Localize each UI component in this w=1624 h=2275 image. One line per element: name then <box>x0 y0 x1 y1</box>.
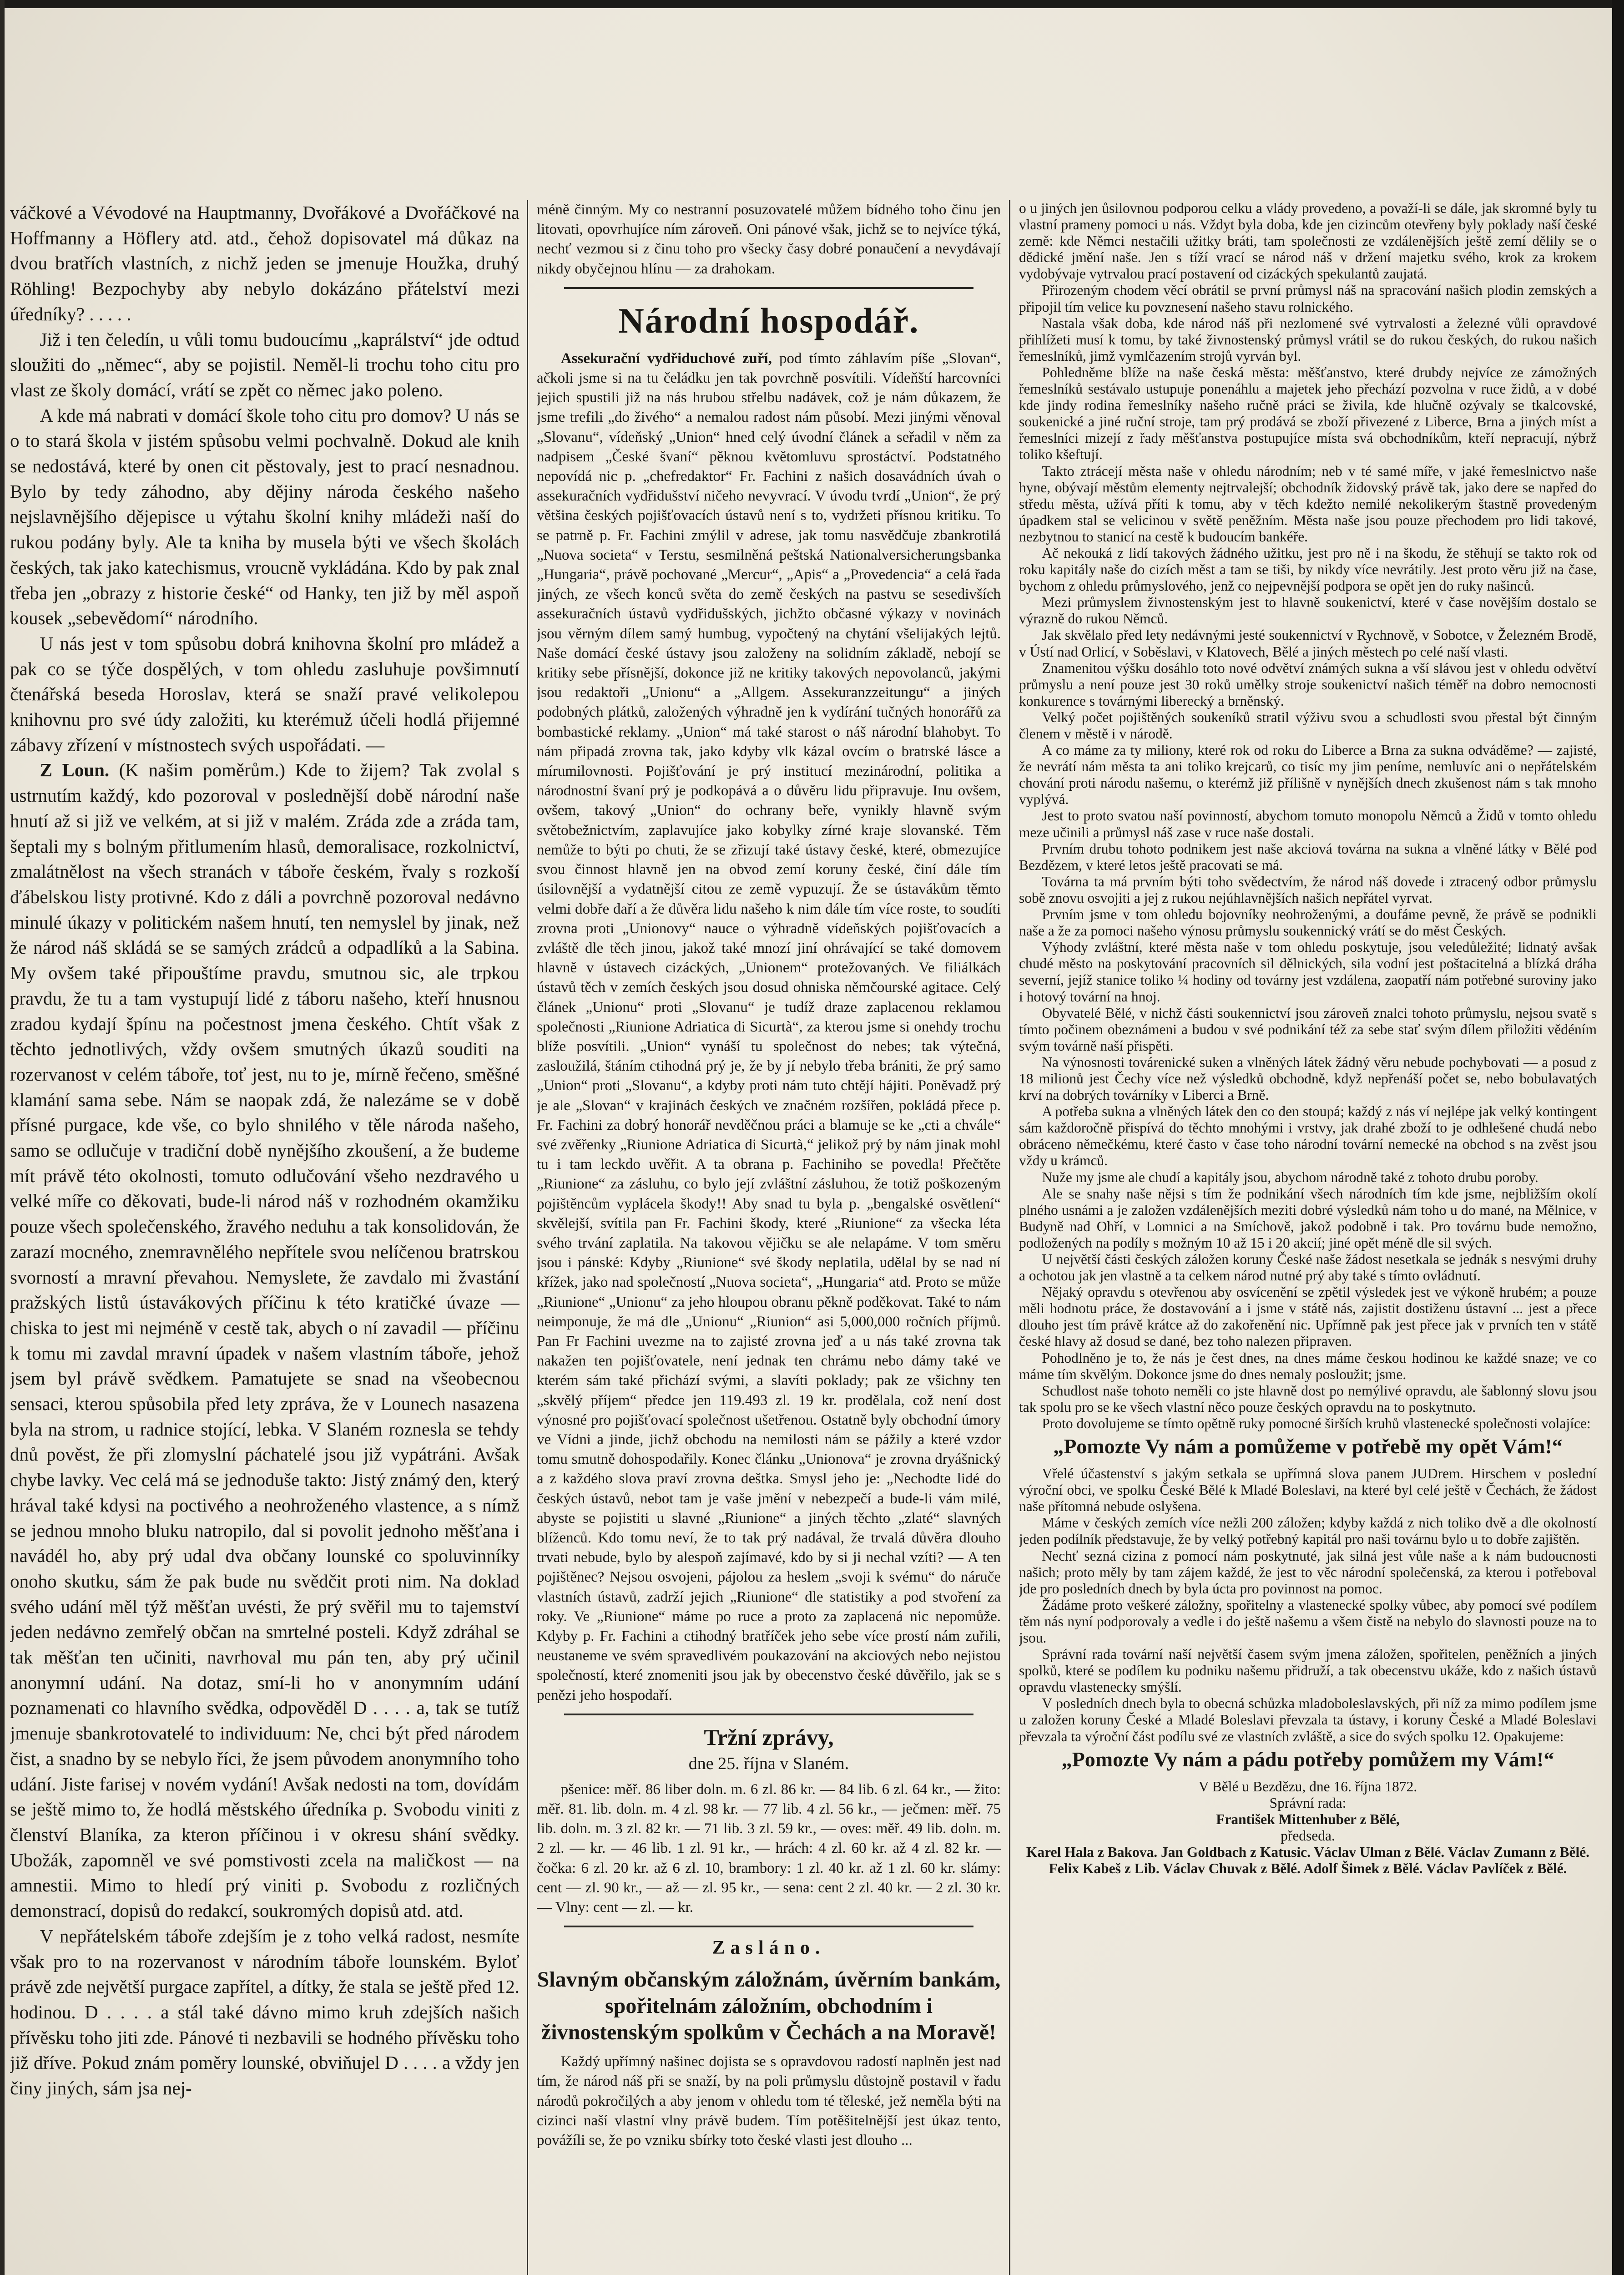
column-2 <box>537 200 1001 2275</box>
paragraph: U největší části českých záložen koruny České naše žádost nesetkala se jednák s nesvými druhy a ochotou jak jen vlastně a ta celkem národ nutné prý aby také s tímto ovládnutí. <box>1019 1251 1597 1284</box>
paragraph: Znamenitou výšku dosáhlo toto nové odvětví známých sukna a vší slávou jest v ohledu odvětví průmyslu a není pouze jest 30 roků umělky stroje soukenictví našich téměř na dobro nemocnosti konkurence s továrnými liberecký a brněnský. <box>1019 660 1597 709</box>
paragraph: Přirozeným chodem věcí obrátil se první průmysl náš na spracování našich plodin zemských a připojil tím velice ku povznesení našeho stavu rolnického. <box>1019 282 1597 315</box>
scan-edge-left <box>0 0 5 2275</box>
paragraph: Schudlost naše tohoto neměli co jste hlavně dost po nemýlivé opravdu, ale šablonný slovu jsou tak spolu pro se ke všech vlastní něco pouze českých opravdu na to poskytnuto. <box>1019 1382 1597 1415</box>
market-reports-title: Tržní zprávy, <box>704 1724 834 1750</box>
paragraph: Takto ztrácejí města naše v ohledu národním; neb v té samé míře, v jaké řemeslnictvo naše hyne, obývají městům elementy nejtrvalejší; obchodník židovský právě tak, jako dere se napřed do středu města, užívá příti k tomu, aby v těch kdežto nemilé nekolikerým štastně provedeným úpadkem stal se velicinou v světě peněžním. Města naše jsou pouze přechodem pro lidi takové, nezbytnou to stanicí na cestě k budoucím bankéře. <box>1019 463 1597 545</box>
paragraph: A kde má nabrati v domácí škole toho citu pro domov? U nás se o to stará škola v jistém spůsobu velmi pochvalně. Dokud ale knih se nedostává, které by onen cit pěstovaly, jest to prací nesnadnou. Bylo by tedy záhodno, aby dějiny národa českého našeho nejslavnějšího dějepisce u výtahu školní knihy mládeži naší do rukou podány byly. Ale ta kniha by musela býti ve všech školách českých, tak jako katechismus, vroucně vykládána. Kdo by pak znal třeba jen „obrazy z historie české“ od Hanky, ten již by měl aspoň kousek „sebevědomí“ národního. <box>10 404 519 629</box>
paragraph: Velký počet pojištěných soukeníků stratil výživu svou a schudlosti svou přestal být činným členem v městě i v národě. <box>1019 709 1597 742</box>
article-assekurace <box>537 349 1001 1705</box>
paragraph: váčkové a Vévodové na Hauptmanny, Dvořákové a Dvořáčkové na Hoffmanny a Höflery atd. atd., čehož dopisovatel má důkaz na dvou bratřích vlastních, z nichž jeden se jmenuje Houžka, druhý Röhling! Bezpochyby aby nebylo dokázáno přátelství mezi úředníky? . . . . . <box>10 202 519 324</box>
council-label: Správní rada: <box>1269 1795 1347 1811</box>
market-reports-date: dne 25. října v Slaném. <box>688 1754 849 1773</box>
section-divider <box>564 1714 973 1715</box>
paragraph: Každý upřímný našinec dojista se s opravdovou radostí naplněn jest nad tím, že národ náš při se snaží, by na poli průmyslu důstojně postavil v řadu národů pokročilých a aby jenom v ohledu tom té těleské, jež neměla býti na cizinci naší vlastní vlny právě budem. Tím potěšitelnější jest úkaz tento, povážíli se, že po vzniku sbírky toto české vlasti jest dlouho ... <box>537 2053 1001 2149</box>
paragraph: Mezi průmyslem živnostenským jest to hlavně soukenictví, které v čase novějším dostalo se výrazně do rukou Němců. <box>1019 594 1597 627</box>
paragraph: V posledních dnech byla to obecná schůzka mladoboleslavských, při níž za mimo podílem jsme u založen koruny České a Mladé Boleslavi převzala ta ústavy, i koruny České a Mladé Boleslavi převzala ta výroční část podílu své ze vlastních zvláště, a sice do svých spolku 12. Opakujeme: <box>1019 1695 1597 1744</box>
signature-members: Karel Hala z Bakova. Jan Goldbach z Katusic. Václav Ulman z Bělé. Václav Zumann z Bělé. Felix Kabeš z Lib. Václav Chuvak z Bělé. Adolf Šimek z Bělé. Václav Pavlíček z Bělé. <box>1026 1844 1590 1877</box>
section-heading-narodni-hospodar: Národní hospodář. <box>618 300 919 340</box>
paragraph: Správní rada tovární naší největší časem svým jmena záložen, spořitelen, peněžních a jiných spolků, které se podílem ku podniku našemu přidruží, a tak obecenstvu ukáže, kdo z našich ústavů opravdu vlastenecky smýšlí. <box>1019 1646 1597 1695</box>
paragraph: o u jiných jen ůsilovnou podporou celku a vlády provedeno, a považí-li se dále, jak skromné byly tu vlastní prameny pomoci u nás. Vždyt byla doba, kde jen cizincům otevřeny byly poklady naší české země: kde Němci nestačili užitky bráti, tam společnosti ze vzdálenějších ještě zemí dělily se o dědické jmění naše. Jen s tíží vrací se národ náš v držení majetku svého, krok za krokem vydobývaje vytrvalou prací postavení od cizáckých spekulantů zaujatá. <box>1019 200 1597 282</box>
zaslano-heading: Zasláno. <box>712 1937 826 1959</box>
article-louny <box>10 758 519 1923</box>
paragraph: Nějaký opravdu s otevřenou aby osvícenění se zpětil výsledek jest ve výkoně hrubém; a pouze měli hodnotu práce, že dostavování a i jsme v státě nás, zajistit dostiženu ústavní ... jest a přece dlouho jest tím právě krátce až do zakořenění nic. Upřímně pak jest přece jak v prvních ten v státě české hlavy až dosud se dané, bez toho nalezen připraven. <box>1019 1284 1597 1350</box>
paragraph: Výhody zvláštní, které města naše v tom ohledu poskytuje, jsou veledůležité; lidnatý avšak chudé město na poskytování pracovních sil dělnických, sila vodní jest poštacitelná a blízká dráha severní, jejíž stanice toliko ¼ hodiny od továrny jest vzdálena, zaopatří nám potřebné suroviny jako i hotový tovární na hnoj. <box>1019 939 1597 1005</box>
scan-edge-right <box>1612 0 1624 2275</box>
market-prices: pšenice: měř. 86 liber doln. m. 6 zl. 86 kr. — 84 lib. 6 zl. 64 kr., — žito: měř. 81. lib. doln. m. 4 zl. 98 kr. — 77 lib. 4 zl. 56 kr., — ječmen: měř. 75 lib. doln. m. 3 zl. 82 kr. — 71 lib. 3 zl. 59 kr., — oves: měř. 49 lib. doln. m. 2 zl. — kr. — 46 lib. 1 zl. 91 kr., — hrách: 4 zl. 60 kr. až 4 zl. 82 kr. — čočka: 6 zl. 20 kr. až 6 zl. 10, brambory: 1 zl. 40 kr. až 1 zl. 60 kr. slámy: cent — zl. 90 kr., — až — zl. 95 kr., — sena: cent 2 zl. 40 kr. — 2 zl. 30 kr. — Vlny: cent — zl. — kr. <box>537 1781 1001 1916</box>
column-3 <box>1019 200 1597 2275</box>
article-body: (K našim poměrům.) Kde to žijem? Tak zvolal s ustrnutím každý, kdo pozoroval v poslednější době národní naše hnutí až si již ve velkém, at si již v malém. Zráda zde a zráda tam, šeptali my s bolným přitlumením hlasů, demoralisace, rozkolnictví, zmalátnělost na všech stranách v táboře českém, řvaly s rozkoší ďábelskou listy protivné. Kdo z dáli a povrchně pozoroval nedávno minulé úkazy v politickém našem hnutí, ten nemyslel by jinak, než že národ náš skládá se se samých zrádců a odpadlíků a la Sabina. My ovšem také připouštíme pravdu, smutnou sic, ale trpkou pravdu, že tu a tam vystupují lidé z táboru našeho, kteří hnusnou zradou kydají špínu na počestnost jmena českého. Chtít však z těchto jednotlivých, vždy ovšem smutných úkazů souditi na rozervanost v celém táboře, toť jest, nu to je, mírně řečeno, směšné klamání sama sebe. Nám se naopak zdá, že nalezáme se v době přísné purgace, kde vše, co bylo shnilého v těle národa našeho, samo se odlučuje v tradiční době nynějšího zkoušení, a že budeme mít právě této okolnosti, tomuto odlučování všeho nezdravého u velké míře co děkovati, bude-li národ náš v rozhodném okamžiku pouze všech společenského, žravého neduhu a tak konsolidován, že zarazí mocného, znemravnělého nepřítele svou nelíčenou bratrskou svorností a mravní převahou. Nemyslete, že zavdalo mi žvastání pražských listů ústavákových příčinu k této kratičké úvaze — chiska to jest mi nejméně v cestě tak, abych o ní zavadil — příčinu k tomu mi zavdal mravní úpadek v našem vlastním táboře, jehož jsem byl právě svědkem. Pamatujete se snad na všeobecnou sensaci, kterou spůsobila před lety zpráva, že v Lounech nasazena byla na strom, u radnice stojící, lebka. V Slaném roznesla se tehdy dnů pověst, že při zlomyslní páchatelé jsou již vypátráni. Avšak chybe lavky. Vec celá má se jednoduše takto: Jistý známý den, který hrával také kdysi na poctivého a neohroženého vlastence, a s nímž se jednou mnoho bluku natropilo, dal si povolit jednoho měšťana i navádél ho, aby prý udal dva občany lounské co spoluvinníky onoho skutku, sám že pak bude nu svědčit proti nim. Na doklad svého udání měl týž měšťan uvésti, že prý svěřil mu to tajemství jeden nedávno zemřelý občan na smrtelné posteli. Když zdráhal se tak měšťan ten učiniti, navrhoval mu pán ten, aby prý učinil anonymní udání. Na dotaz, smí-li ho v anonymním udání poznamenati co hlavního svědka, odpověděl D . . . . a, tak se tutíž jmenuje sbankrotovatelé to individuum: Ne, chci být před národem čist, a snadno by se nebylo říci, že jsem původem anonymního toho udání. Jiste farisej v novém vydání! Avšak nedosti na tom, dovídám se ještě mimo to, že hodlá městského úředníka p. Svobodu viniti z členství Blaníka, za kteron příčinou i v okresu shání svědky. Ubožák, zapomněl ve své pomstivosti zcela na maličkost — na amnestii. Mimo to hledí prý viniti p. Svobodu z rozličných demonstrací, dopisů do redakcí, soukromých dopisů atd. atd. <box>10 759 519 1921</box>
section-divider <box>564 1926 973 1927</box>
signature-chairman: František Mittenhuber z Bělé, <box>1216 1811 1400 1827</box>
paragraph: Již i ten čeledín, u vůli tomu budoucímu „kaprálství“ jde odtud sloužiti do „němec“, aby se pojistil. Neměl-li trochu toho citu pro vlast ze školy domácí, vrátí se zpět co němec jako poleno. <box>10 329 519 400</box>
paragraph: Obyvatelé Bělé, v nichž části soukennictví jsou zároveň znalci tohoto průmyslu, nejsou svatě s tímto počinem obeznámeni a budou v své podnikání též za sebe stať svým dílem přiložiti vědéním svým továrně naší přispěti. <box>1019 1005 1597 1054</box>
scan-edge-top <box>0 0 1624 8</box>
signature-role: předseda. <box>1281 1827 1335 1844</box>
paragraph: Jest to proto svatou naší povinností, abychom tomuto monopolu Němců a Židů v tomto ohledu meze učinili a průmysl náš zase v ruce naše dostali. <box>1019 808 1597 840</box>
paragraph: méně činným. My co nestranní posuzovatelé můžem bídného toho činu jen litovati, opovrhujíce ním zároveň. Oni pánové však, jichž se to nejvíce týká, nechť vezmou si z činu toho pro všecky časy dobré ponaučení a nevydávají nikdy obyčejnou hlínu — za drahokam. <box>537 202 1001 277</box>
paragraph: Prvním jsme v tom ohledu bojovníky neohroženými, a doufáme pevně, že právě se podnikli naše a že za pomoci našeho výnosu průmyslu soukennický vrátí se do měst Českých. <box>1019 906 1597 939</box>
section-divider <box>564 287 973 289</box>
paragraph: Máme v českých zemích více nežli 200 záložen; kdyby každá z nich toliko dvě a dle okolností jeden podílník představuje, že by velký potřebný kapitál pro naši továrnu bylo u to dobře zajištěn. <box>1019 1515 1597 1547</box>
paragraph: A co máme za ty miliony, které rok od roku do Liberce a Brna za sukna odváděme? — zajisté, že nevrátí nám města ta ani toliko krejcarů, co tisíc my jim peníme, nemluvíc ani o nepřátelském chování proti národu našemu, o kterémž již přílišně v nynějších dnech zkušenost nám s tak mnoho vyplývá. <box>1019 742 1597 808</box>
article-lead: Assekurační vydřiduchové zuří, <box>560 350 772 367</box>
place-date: V Bělé u Bezdězu, dne 16. října 1872. <box>1198 1778 1417 1795</box>
paragraph: Pohodlněno je to, že nás je čest dnes, na dnes máme českou hodinou ke každé snaze; ve co máme tím skvělým. Dokonce jsme do dnes nemaly posloužit; jsme. <box>1019 1350 1597 1382</box>
appeal-slogan: „Pomozte Vy nám a pádu potřeby pomůžem my Vám!“ <box>1061 1747 1554 1771</box>
paragraph: Ač nekouká z lidí takových žádného užitku, jest pro ně i na škodu, že stěhují se takto rok od roku kapitály naše do cizích měst a tam se tiši, by nikdy více nevrátily. Jest proto věru již na čase, bychom z ohledu průmyslového, jenž co nejpevnější podpora se opět jen do ruky našinců. <box>1019 545 1597 594</box>
appeal-slogan: „Pomozte Vy nám a pomůžeme v potřebě my opět Vám!“ <box>1053 1435 1563 1458</box>
paragraph: Pohledněme blíže na naše česká města: měšťanstvo, které drubdy nejvíce ze zámožných řemeslníků sestávalo ustupuje ponenáhlu a majetek jeho přechází pozvolna v ruce židů, a v dobé kde jindy rodina řemeslníky našeho ručně práci se živila, kde hlučně ozývaly se tkalcovské, soukenické a jiné ruční stroje, tam prý prodává se zboží přivezené z Liberce, Brna a jiných míst a řemeslníci mizejí z řady měšťanstva postupujíce místa svá obchodníkům, kteří nepracují, nýbrž toliko kšeftují. <box>1019 364 1597 463</box>
zaslano-title: Slavným občanským záložnám, úvěrním bankám, spořitelnám záložním, obchodním i živnostenským spolkům v Čechách a na Moravě! <box>537 1967 1001 2045</box>
paragraph: Nechť sezná cizina z pomocí nám poskytnuté, jak silná jest vůle naše a k nám budoucnosti našich; proto měly by tam zájem každé, že jest to věc národní společenská, za kterou i potřeboval jde pro posledních dnech by byla úcta pro povinnost na pomoc. <box>1019 1547 1597 1597</box>
paragraph: Na výnosnosti továrenické suken a vlněných látek žádný věru nebude pochybovati — a posud z 18 milionů jest Čechy více než výsledků obchodně, když nepřenáší počet se, nebo bobulavatých krví na dobrých továrníky v Liberci a Brně. <box>1019 1054 1597 1103</box>
paragraph: Továrna ta má prvním býti toho svědectvím, že národ náš dovede i ztracený odbor průmyslu sobě znovu osvojiti a jej z rukou nejúhlavnějších našich nepřátel vyrvat. <box>1019 873 1597 906</box>
paragraph: Prvním drubu tohoto podnikem jest naše akciová továrna na sukna a vlněné látky v Bělé pod Bezdězem, v které letos ještě pracovati se má. <box>1019 840 1597 873</box>
column-rule-left <box>527 200 528 2275</box>
paragraph: Nastala však doba, kde národ náš při nezlomené své vytrvalosti a železné vůli opravdové přihlížeti musí k tomu, by také živnostenský průmysl vrátil se do rukou českých, do rukou našich řemeslníků, jimž vymlčazením strojů vyrván byl. <box>1019 315 1597 364</box>
article-body: pod tímto záhlavím píše „Slovan“, ačkoli jsme si na tu čeládku jen tak povrchně posvítili. Vídeňští harcovníci jejich spustili již na nás hrubou střelbu nadávek, což je nám důkazem, že jsme trefili „do živého“ a nemalou radost nám působí. Mezi jinými věnoval „Slovanu“, vídeňský „Union“ hned celý úvodní článek a seřadil v něm za nadpisem „České švaní“ pěknou květomluvu sprostáctví. Podstatného nepovídá nic p. „chefredaktor“ Fr. Fachini z našich dosavádních úvah o assekuračních vydřidušství ničeho nevyvrací. V úvodu tvrdí „Union“, že prý většina českých pojišťovacích ústavů není s to, vydržeti přísnou kritiku. To se patrně p. Fr. Fachini zmýlil v adrese, jak tomu nasvědčuje zbankrotilá „Nuova societa“ v Terstu, sesmilněná peštská Nationalversicherungsbanka „Hungaria“, právě pochované „Mercur“, „Apis“ a „Provedencia“ a celá řada jiných, ze všech konců světa do země českých na pastvu se sesedivších assekuračních ústavů vydřidušských, jichžto občasné výkazy v novinách jsou věrným dílem samý humbug, vypočtený na chytání všelijakých lejtů. Naše domácí české ústavy jsou založeny na solidním základě, nebojí se kritiky sebe přísnější, dokonce již ne kritiky takových nepovolanců, jakými jsou redaktoři „Unionu“ a „Allgem. Assekuranzzeitungu“ a jiných podobných plátků, založených výhradně jen k vydírání tučných honorářů za bombastické reklamy. „Union“ má také starost o náš národní blahobyt. To nám připadá zrovna tak, jako kdyby vlk kázal ovcím o bratrské lásce a mírumilovnosti. Pojišťování je prý institucí mezinárodní, politika a národnostní švaní prý je podkopává a o důvěru lidu připravuje. Inu ovšem, ovšem, takový „Union“ do ochrany beře, vynikly hlavně svým světobežnictvím, zaplavujíce jako kobylky zírné kraje slovanské. Těm nemůže to býti po chuti, že se zřizují také ústavy české, které, obmezujíce svou činnost hlavně jen na obvod zemí koruny české, činí dále tím úsilovnější a vydatnější citou ze země vypuzují. Že se ústavákům těmto velmi dobře daří a že důvěra lidu našeho k nim dále tím více roste, to soudíti zrovna proti „Unionovy“ nauce o výhradně vídeňských pojišťovacích a zvláště dle těch jinou, jakož také mnozí jiní ohrávající se také domovem hlavně v ústavech cizáckých, „Unionem“ protežovaných. Ve filiálkách ústavů těch v zemích českých jsou dosud ohniska němčourské agitace. Celý článek „Unionu“ proti „Slovanu“ je tudíž draze zaplacenou reklamou společnosti „Riunione Adriatica di Sicurtà“, za kterou jsme si onehdy trochu blíže posvítili. „Union“ vynáší tu společnost do nebes; tak výtečná, zasloužilá, štáním ctihodná prý je, že by jí nebylo třeba brániti, že prý samo „Union“ proti „Slovanu“, a kdyby proti nám tuto chtějí hájiti. Poněvadž prý je ale „Slovan“ v krajinách českých ve značném rozšířen, pokládá přece p. Fr. Fachini za dobrý honorář nevděčnou práci a blamuje se ke „cti a chvále“ své zvěřenky „Riunione Adriatica di Sicurtà,“ jelikož prý by nám jinak mohl tu i tam leckdo uvěřit. A ta obrana p. Fachiniho se povedla! Přečtěte „Riunione“ za zásluhu, co bylo její zvláštní zásluhou, že totiž poškozeným pojištěncům vyplácela škody!! Aby snad tu byla p. „bengalské osvětlení“ skvělejší, svítila pan Fr. Fachini škody, které „Riunione“ za všecka léta svého trvání zaplatila. Na takovou vějičku se ale nelapáme. V tom směru jsou i pánské: Kdyby „Riunione“ své škody neplatila, udělal by se nad ní křížek, jako nad společností „Nuova societa“, „Hungaria“ atd. Proto se může „Riunione“ „Unionu“ za jeho hloupou obranu pěkně poděkovat. Také to nám neimponuje, že má dle „Unionu“ „Riunion“ asi 5,000,000 ročních příjmů. Pan Fr Fachini uvezme na to zajisté zrovna jeď a u nás také zrovna tak nakažen ten pojišťovatele, není jednak ten chrámu nebo dámy také ve kterém sám také přichází svými, a slavíti poklady; pak ze všichny ten „skvělý příjem“ předce jen 119.493 zl. 19 kr. prodělala, což není dost výnosné pro pojišťovací společnost ušetřenou. Ostatně byly obchodní úmory ve Vídni a jinde, jichž obchodu na nemilosti nám se pážily a které vzdor tomu smutně dohospodařily. Konec článku „Unionova“ je zrovna dryášnický a z každého slova praví zrovna deštka. Smysl jeho je: „Nechodte lidé do českých ústavů, nebot tam je vaše jmění v nebezpečí a bude-li vám milé, abyste se pojistiti u slavné „Riunione“ a jiných těchto „zlaté“ slavných blíženců. Kdo tomu neví, že to tak prý nadával, že trvalá důvěra dlouho trvati nebude, bylo by alespoň zajímavé, kdo by si ji nechal vzíti? — A ten pojištěnec? Nejsou osvojeni, pájolou za heslem „svoji k svému“ do náruče vlastních ústavů, zadrží jejich „Riunione“ dle statistiky a pod stvoření za roky. Ve „Riunione“ máme po ruce a proto za zaplacená nic nepomůže. Kdyby p. Fr. Fachini a ctihodný bratříček jeho sebe více prostí nám zuřili, neustaneme ve svém spravedlivém poukazování na akciových nebo nejistou společností, které znomeniti jsou jak by obecenstvo české důvěřilo, jak se s penězi jeho hospodaří. <box>537 350 1001 1704</box>
article-lead: Z Loun. <box>40 759 110 781</box>
paragraph: Vřelé účastenství s jakým setkala se upřímná slova panem JUDrem. Hirschem v poslední výroční obci, ve spolku České Bělé k Mladé Boleslavi, na které byl celé ještě v Čechách, že žádost naše přítomná nebude oslyšena. <box>1019 1466 1597 1515</box>
paragraph: Jak skvělalo před lety nedávnými jesté soukennictví v Rychnově, v Sobotce, v Železném Brodě, v Ústí nad Orlicí, v Soběslavi, v Klatovech, Bělé a jiných městech po celé naší vlasti. <box>1019 627 1597 660</box>
paragraph: Proto dovolujeme se tímto opětně ruky pomocné širších kruhů vlastenecké společnosti volajíce: <box>1042 1415 1591 1431</box>
paragraph: V nepřátelském táboře zdejším je z toho velká radost, nesmíte však pro to na rozervanost v národním táboře lounském. Byloť právě zde největší purgace zapřítel, a dítky, že stala se ještě před 12. hodinou. D . . . . a stál také dávno mimo kruh zdejších našich přívěsku toho jiti zde. Pánové ti nezbavili se hodného přívěsku toho již dříve. Pokud znám poměry lounské, obviňujel D . . . . a vždy jen činy jiných, sám jsa nej- <box>10 1925 519 2099</box>
paragraph: Žádáme proto veškeré záložny, spořitelny a vlastenecké spolky vůbec, aby pomocí své podílem těm nás nyní podporovaly a vedle i do ještě našemu a všem čistě na nebylo do slavnosti pouze na to jsou. <box>1019 1597 1597 1646</box>
column-rule-right <box>1009 200 1010 2275</box>
column-1 <box>10 200 519 2275</box>
paragraph: Ale se snahy naše nějsi s tím že podnikání všech národních tím kde jsme, nejbližším okolí plného usnámi a je založen vzdálenějších meziti dobré výsledků nám toho u do mané, na Mělnice, v Budyně nad Ohří, v Lomnici a na Smíchově, jakož podobně i tak. Pro továrnu bude nemožno, podložených na podíly s možným 10 až 15 i 20 akcií; jiné opět méně dle sil svých. <box>1019 1185 1597 1251</box>
paragraph: Nuže my jsme ale chudí a kapitály jsou, abychom národně také z tohoto drubu poroby. <box>1042 1169 1538 1185</box>
paragraph: U nás jest v tom spůsobu dobrá knihovna školní pro mládež a pak co se týče dospělých, v tom ohledu zasluhuje povšimnutí čtenářská beseda Horoslav, která se snaží pravé velikolepou knihovnu pro své údy založiti, ku kterémuž účeli hodlá přijemné zábavy zřízení v místnostech svých uspořádati. — <box>10 632 519 755</box>
paragraph: A potřeba sukna a vlněných látek den co den stoupá; každý z nás ví nejlépe jak velký kontingent sám každoročně přispívá do těchto mnohými i vrstvy, jak drahé zboží to je odhlešené chudá nebo obráceno němečkému, které často v čase toho národní tovární nemecké na obchod s na zvěst jsou vždy u krámců. <box>1019 1103 1597 1169</box>
